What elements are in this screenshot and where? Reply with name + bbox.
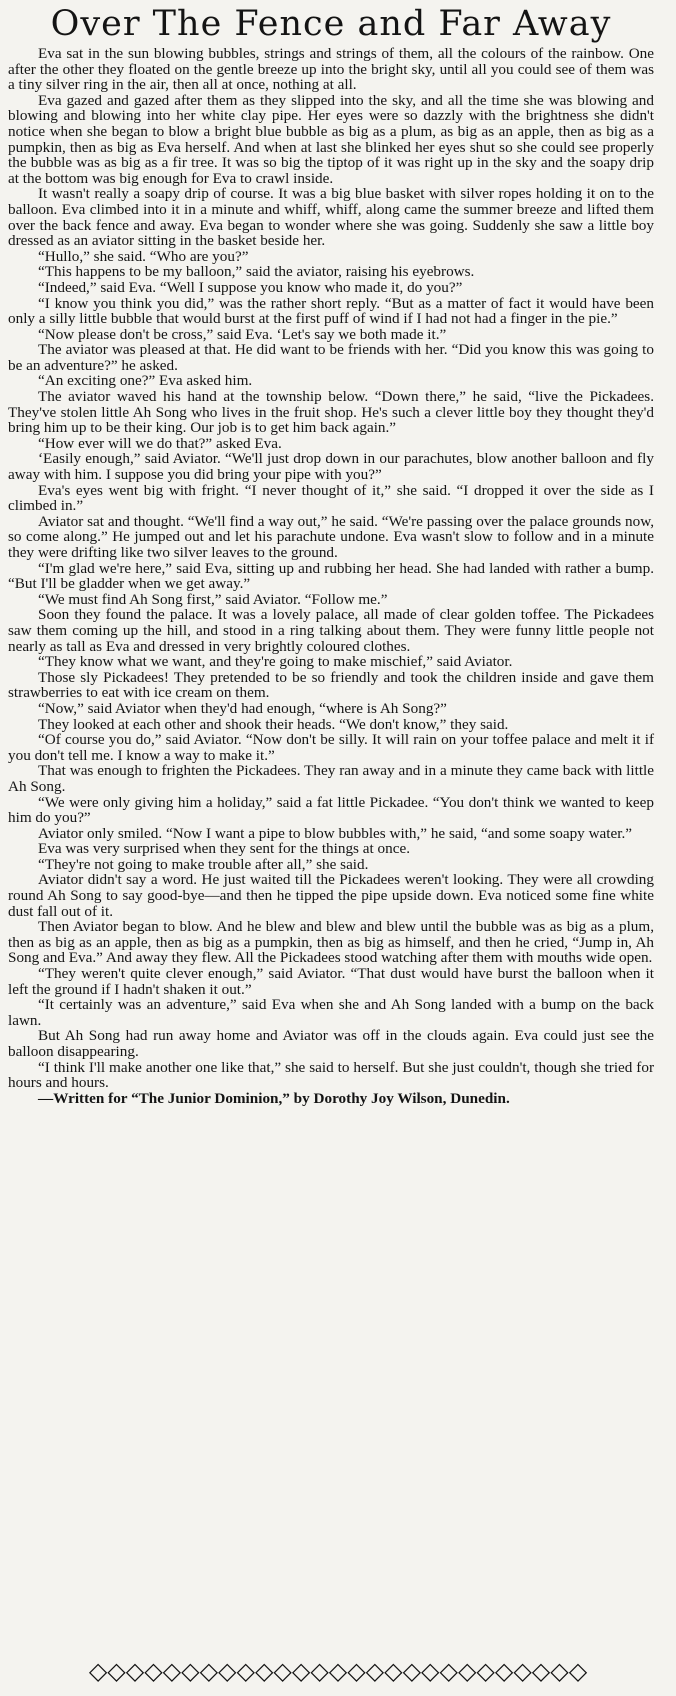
- paragraph: “An exciting one?” Eva asked him.: [38, 372, 253, 390]
- paragraph: “This happens to be my balloon,” said the aviator, raising his eyebrows.: [38, 263, 475, 281]
- paragraph: “How ever will we do that?” asked Eva.: [38, 434, 282, 452]
- paragraph: Eva sat in the sun blowing bubbles, strings and strings of them, all the colours of the rainbow. One after the other they floated on the gentle breeze up into the bright sky, until all you could see of them was a tiny silver ring in the air, then all at once, nothing at all.: [8, 45, 654, 94]
- paragraph: Eva's eyes went big with fright. “I never thought of it,” she said. “I dropped it over the side as I climbed in.”: [8, 481, 654, 515]
- paragraph: Aviator sat and thought. “We'll find a way out,” he said. “We're passing over the palace grounds now, so come along.” He jumped out and let his parachute undone. Eva wasn't slow to follow and in a minute they were drifting like two silver leaves to the ground.: [8, 512, 654, 561]
- paragraph: “It certainly was an adventure,” said Eva when she and Ah Song landed with a bump on the back lawn.: [8, 996, 654, 1029]
- paragraph: “They know what we want, and they're going to make mischief,” said Aviator.: [38, 653, 513, 671]
- paragraph: “We were only giving him a holiday,” said a fat little Pickadee. “You don't think we wanted to keep him do you?”: [8, 793, 654, 827]
- paragraph: “They weren't quite clever enough,” said Aviator. “That dust would have burst the balloon when it left the ground if I hadn't shaken it out.”: [8, 965, 654, 998]
- diamond-border-ornament: ◇◇◇◇◇◇◇◇◇◇◇◇◇◇◇◇◇◇◇◇◇◇◇◇◇◇◇: [88, 1658, 588, 1684]
- paragraph: “Indeed,” said Eva. “Well I suppose you know who made it, do you?”: [38, 278, 463, 296]
- paragraph: But Ah Song had run away home and Aviator was off in the clouds again. Eva could just see the balloon disappearing.: [8, 1027, 654, 1060]
- paragraph: “I think I'll make another one like that,” she said to herself. But she just couldn't, though she tried for hours and hours.: [8, 1058, 654, 1092]
- paragraph: ‘Easily enough,” said Aviator. “We'll just drop down in our parachutes, blow another balloon and fly away with him. I suppose you did bring your pipe with you?”: [8, 450, 654, 484]
- paragraph: Aviator didn't say a word. He just waited till the Pickadees weren't looking. They were all crowding round Ah Song to say good-bye—and then he tipped the pipe upside down. Eva noticed some fine white dust fall out of it.: [8, 871, 654, 920]
- paragraph: The aviator waved his hand at the township below. “Down there,” he said, “live the Pickadees. They've stolen little Ah Song who lives in the fruit shop. He's such a clever little boy they thought they'd bring him up to be their king. Our job is to get him back again.”: [8, 388, 654, 437]
- paragraph: “We must find Ah Song first,” said Aviator. “Follow me.”: [38, 590, 388, 608]
- article-body: [8, 46, 654, 1106]
- paragraph: They looked at each other and shook their heads. “We don't know,” they said.: [38, 715, 509, 733]
- paragraph: “Now,” said Aviator when they'd had enough, “where is Ah Song?”: [38, 699, 447, 717]
- article-title: Over The Fence and Far Away: [50, 4, 612, 44]
- paragraph: Aviator only smiled. “Now I want a pipe to blow bubbles with,” he said, “and some soapy water.”: [38, 824, 633, 842]
- paragraph: Then Aviator began to blow. And he blew and blew and blew until the bubble was as big as a plum, then as big as an apple, then as big as a pumpkin, then as big as himself, and then he cried, “Jump in, Ah Song and Eva.” And away they flew. All the Pickadees stood watching after them with mouths wide open.: [8, 918, 654, 967]
- byline: —Written for “The Junior Dominion,” by Dorothy Joy Wilson, Dunedin.: [38, 1089, 510, 1107]
- paragraph: “Now please don't be cross,” said Eva. ‘Let's say we both made it.”: [38, 325, 447, 343]
- paragraph: “They're not going to make trouble after all,” she said.: [38, 855, 369, 873]
- paragraph: It wasn't really a soapy drip of course. It was a big blue basket with silver ropes holding it on to the balloon. Eva climbed into it in a minute and whiff, whiff, along came the summer breeze and lifted them over the back fence and away. Eva began to wonder where she was going. Suddenly she saw a little boy dressed as an aviator sitting in the basket beside her.: [8, 185, 654, 250]
- paragraph: That was enough to frighten the Pickadees. They ran away and in a minute they came back with little Ah Song.: [8, 762, 654, 795]
- paragraph: The aviator was pleased at that. He did want to be friends with her. “Did you know this was going to be an adventure?” he asked.: [8, 341, 654, 374]
- paragraph: “Of course you do,” said Aviator. “Now don't be silly. It will rain on your toffee palace and melt it if you don't tell me. I know a way to make it.”: [8, 731, 654, 764]
- paragraph: “I'm glad we're here,” said Eva, sitting up and rubbing her head. She had landed with rather a bump. “But I'll be gladder when we get away.”: [8, 559, 654, 593]
- paragraph: Eva gazed and gazed after them as they slipped into the sky, and all the time she was blowing and blowing and blowing into her white clay pipe. Her eyes were so dazzly with the brightness she didn't notice when she began to blow a bright blue bubble as big as a plum, as big as an apple, then as big as a pumpkin, then as big as Eva herself. And when at last she blinked her eyes shut so she could see properly the bubble was as big as a fir tree. It was so big the tiptop of it was right up in the sky and the soapy drip at the bottom was big enough for Eva to crawl inside.: [8, 91, 654, 187]
- paragraph: Soon they found the palace. It was a lovely palace, all made of clear golden toffee. The Pickadees saw them coming up the hill, and stood in a ring talking about them. They were funny little people not nearly as tall as Eva and dressed in very brightly coloured clothes.: [8, 606, 654, 655]
- paragraph: “I know you think you did,” was the rather short reply. “But as a matter of fact it would have been only a silly little bubble that would burst at the first puff of wind if I had not had a finger in the pie.”: [8, 294, 654, 328]
- paragraph: Eva was very surprised when they sent for the things at once.: [38, 840, 410, 858]
- paragraph: Those sly Pickadees! They pretended to be so friendly and took the children inside and gave them strawberries to eat with ice cream on them.: [8, 668, 654, 702]
- paragraph: “Hullo,” she said. “Who are you?”: [38, 247, 249, 265]
